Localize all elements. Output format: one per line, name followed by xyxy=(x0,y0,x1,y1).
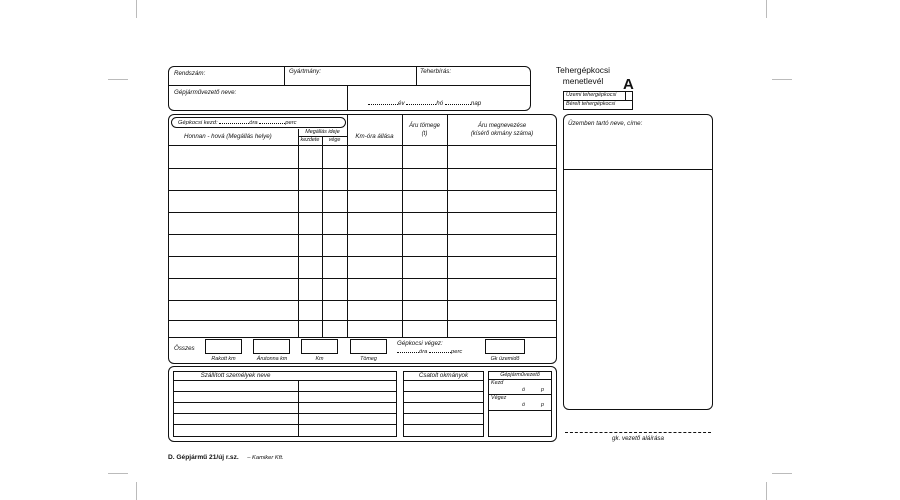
driver-kezd-ora: ó xyxy=(522,387,525,393)
driver-kezd-label: Kezd xyxy=(491,380,504,386)
driver-vegez-ora: ó xyxy=(522,402,525,408)
gk-uzemido-field[interactable] xyxy=(485,339,525,354)
alairas-label: gk. vezető aláírása xyxy=(612,435,664,442)
crop-mark xyxy=(772,473,792,474)
table-row xyxy=(168,190,557,191)
tomeg-label: Tömeg xyxy=(360,356,377,362)
crop-mark xyxy=(772,79,792,80)
arutonna-km-field[interactable] xyxy=(253,339,290,354)
honnan-hova-header: Honnan - hová (Megállás helye) xyxy=(184,133,272,140)
uzemben-tarto-label: Üzemben tartó neve, címe: xyxy=(568,120,643,127)
title-line2: menetlevél xyxy=(562,76,604,86)
table-row xyxy=(168,145,557,146)
table-row xyxy=(168,300,557,301)
trip-table-box xyxy=(168,114,557,364)
option-berelt: Bérelt tehergépkocsi xyxy=(566,101,616,107)
form-letter: A xyxy=(623,76,634,93)
form-title xyxy=(546,65,620,87)
aru-tomege-header: Áru tömege (t) xyxy=(408,123,441,137)
footer xyxy=(168,446,284,464)
table-row xyxy=(168,337,557,338)
table-row xyxy=(168,234,557,235)
kezd-text: Gépkocsi kezd: óra perc xyxy=(178,120,297,126)
szallitott-header: Szállított személyek neve xyxy=(200,372,271,379)
teherbiras-label: Teherbírás: xyxy=(420,68,452,75)
crop-mark xyxy=(136,482,137,500)
osszes-label: Összes xyxy=(174,345,195,352)
crop-mark xyxy=(766,482,767,500)
km-ora-header: Km-óra állása xyxy=(355,133,394,140)
form-id: D. Gépjármű 21/új r.sz. xyxy=(168,454,239,461)
aru-megnevezese-header: Áru megnevezése (kísérő okmány száma) xyxy=(470,123,534,137)
km-label: Km xyxy=(315,356,324,362)
rendszam-label: Rendszám: xyxy=(174,70,206,77)
driver-vegez-perc: p xyxy=(541,402,544,408)
publisher: – Kamiker Kft. xyxy=(247,455,284,461)
uzemben-tarto-box xyxy=(563,114,713,410)
signature-line xyxy=(565,432,711,433)
kezdete-header: kezdete xyxy=(300,137,320,143)
driver-vegez-label: Végez xyxy=(491,395,507,401)
vegez-label: Gépkocsi végez: xyxy=(397,340,443,347)
rakott-km-label: Rakott km xyxy=(211,356,236,362)
km-field[interactable] xyxy=(301,339,338,354)
crop-mark xyxy=(766,0,767,18)
driver-kezd-perc: p xyxy=(541,387,544,393)
gyartmany-label: Gyártmány: xyxy=(289,68,321,75)
rakott-km-field[interactable] xyxy=(205,339,242,354)
vege-header: vége xyxy=(328,137,341,143)
date-line: év hó nap xyxy=(368,100,481,107)
vegez-time: óra perc xyxy=(397,349,462,355)
table-row xyxy=(168,278,557,279)
option-uzemi: Üzemi tehergépkocsi xyxy=(566,92,617,98)
crop-mark xyxy=(108,473,128,474)
table-row xyxy=(168,320,557,321)
tomeg-field[interactable] xyxy=(350,339,387,354)
gepjarmuvezeto-header: Gépjárművezető xyxy=(500,372,540,378)
table-row xyxy=(168,212,557,213)
table-row xyxy=(168,256,557,257)
vezeto-neve-label: Gépjárművezető neve: xyxy=(174,89,237,96)
megallas-ideje-header: Megállás ideje xyxy=(305,129,340,135)
title-line1: Tehergépkocsi xyxy=(555,65,610,75)
arutonna-km-label: Árutonna km xyxy=(256,356,288,362)
crop-mark xyxy=(136,0,137,18)
csatolt-header: Csatolt okmányok xyxy=(418,372,469,379)
crop-mark xyxy=(108,79,128,80)
gk-uzemido-label: Gk üzemidő xyxy=(490,356,520,362)
table-row xyxy=(168,168,557,169)
